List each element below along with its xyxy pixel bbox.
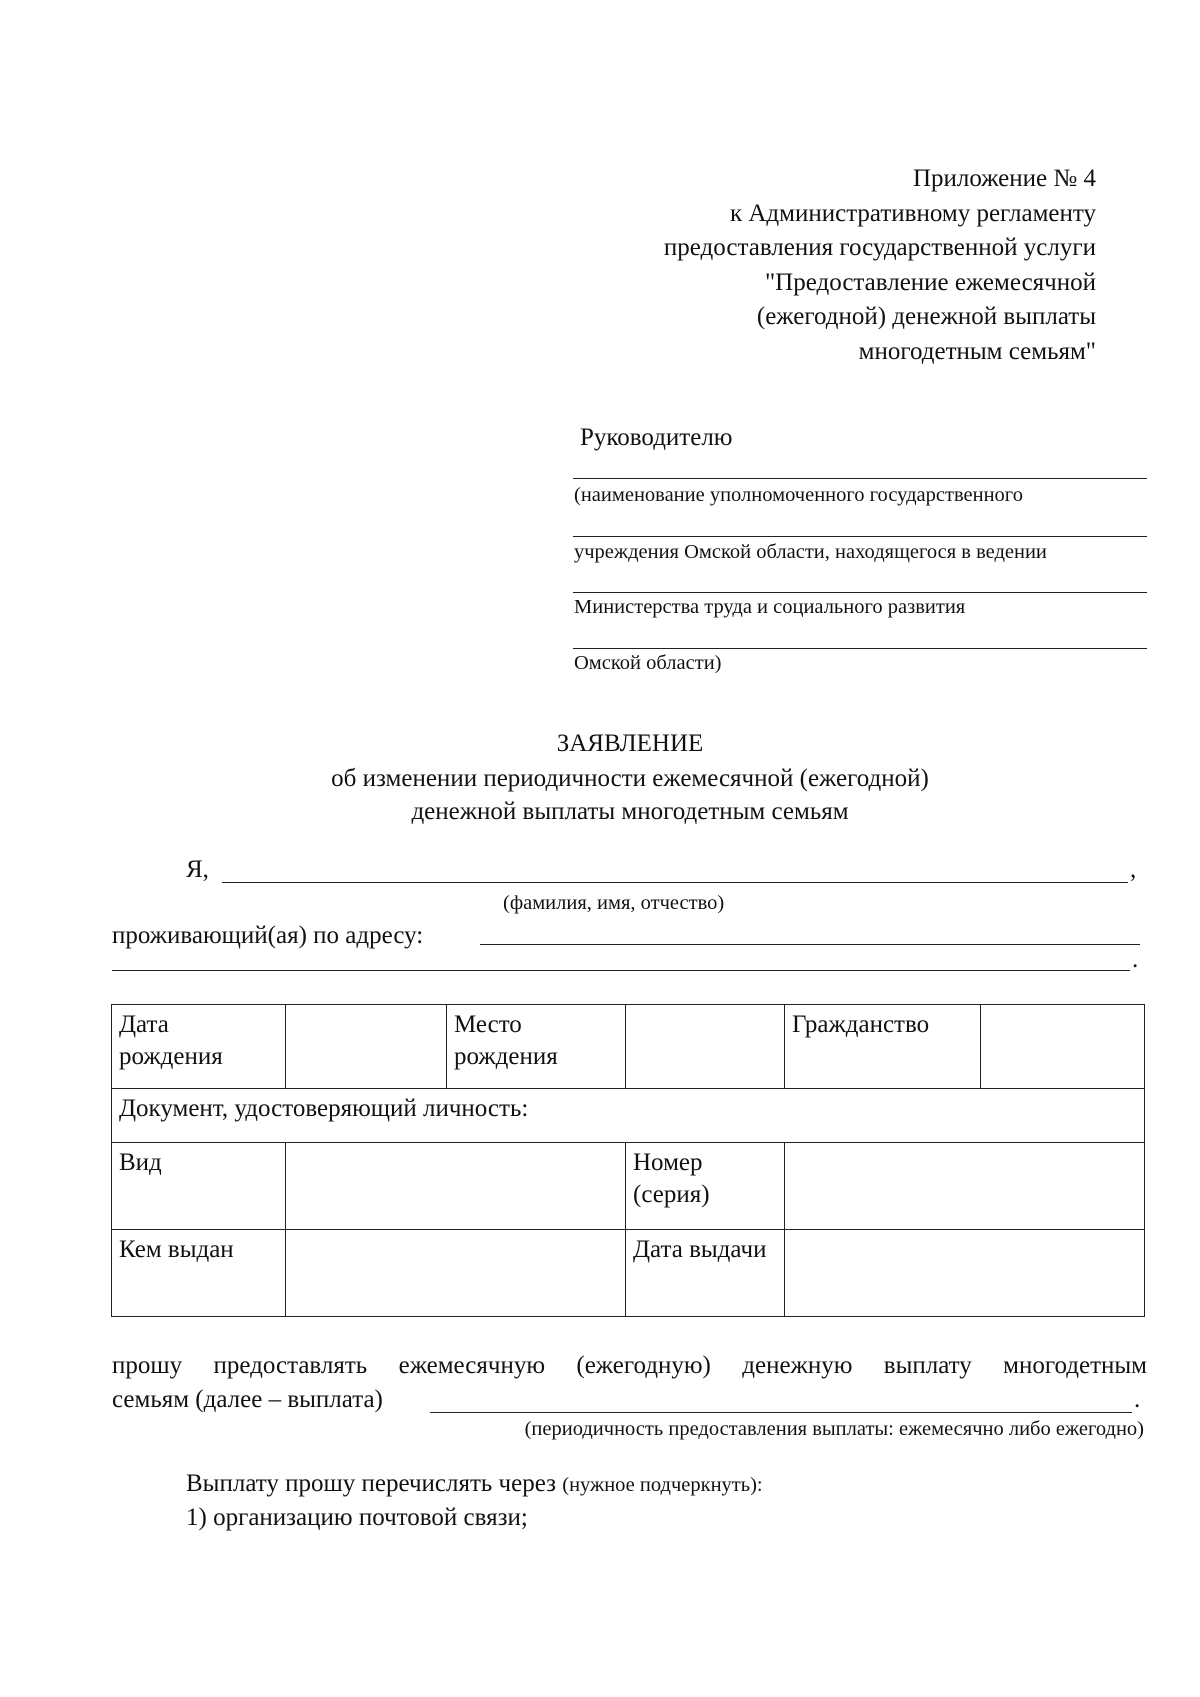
payment-method-label [186, 1470, 763, 1498]
request-text-2: семьям (далее – выплата) [112, 1386, 383, 1413]
applicant-prefix: Я, [186, 856, 209, 883]
issue-date-field[interactable] [785, 1230, 1145, 1317]
doc-number-field[interactable] [785, 1143, 1145, 1230]
addressee-caption: Омской области) [574, 652, 722, 674]
fio-comma: , [1130, 856, 1137, 883]
birth-date-label: Дата рождения [112, 1005, 286, 1089]
address-label: проживающий(ая) по адресу: [112, 922, 424, 949]
request-text: прошу предоставлять ежемесячную (ежегодную) денежную выплату многодетным [112, 1352, 1147, 1379]
addressee-input-line[interactable] [573, 536, 1147, 537]
payment-method-text: Выплату прошу перечислять через [186, 1470, 556, 1497]
address-input-line-2[interactable] [112, 970, 1130, 971]
addressee-input-line[interactable] [573, 648, 1147, 649]
addressee-label: Руководителю [580, 424, 733, 451]
document-title: ЗАЯВЛЕНИЕ [556, 730, 704, 757]
appendix-line: (ежегодной) денежной выплаты [756, 303, 1096, 330]
document-subtitle: об изменении периодичности ежемесячной (ежегодной) [331, 765, 929, 792]
issued-by-label: Кем выдан [112, 1230, 286, 1317]
document-subtitle: денежной выплаты многодетным семьям [411, 798, 849, 825]
appendix-header [496, 162, 1096, 369]
addressee-input-line[interactable] [573, 478, 1147, 479]
appendix-line: предоставления государственной услуги [663, 234, 1096, 261]
payment-option-post[interactable]: 1) организацию почтовой связи; [186, 1504, 528, 1531]
doc-kind-label: Вид [112, 1143, 286, 1230]
addressee-caption: (наименование уполномоченного государственного [574, 484, 1023, 506]
address-input-line[interactable] [480, 944, 1140, 945]
payment-method-hint: (нужное подчеркнуть): [562, 1474, 763, 1496]
appendix-line: многодетным семьям" [858, 337, 1096, 365]
addressee-caption: учреждения Омской области, находящегося в ведении [574, 541, 1047, 563]
addressee-caption: Министерства труда и социального развития [574, 596, 966, 618]
doc-kind-field[interactable] [286, 1143, 626, 1230]
birth-place-field[interactable] [626, 1005, 785, 1089]
citizenship-label: Гражданство [785, 1005, 981, 1089]
birth-place-label: Место рождения [447, 1005, 626, 1089]
address-end: . [1132, 946, 1139, 973]
personal-data-table [111, 1004, 1145, 1317]
fio-caption: (фамилия, имя, отчество) [503, 892, 725, 914]
fio-input-line[interactable] [222, 882, 1128, 883]
appendix-line: "Предоставление ежемесячной [764, 268, 1096, 296]
issued-by-field[interactable] [286, 1230, 626, 1317]
id-document-heading: Документ, удостоверяющий личность: [112, 1089, 1145, 1143]
issue-date-label: Дата выдачи [626, 1230, 785, 1317]
birth-date-field[interactable] [286, 1005, 447, 1089]
periodicity-input-line[interactable] [430, 1412, 1132, 1413]
citizenship-field[interactable] [981, 1005, 1145, 1089]
doc-number-label: Номер (серия) [626, 1143, 785, 1230]
appendix-line: Приложение № 4 [912, 165, 1096, 192]
request-end: . [1134, 1386, 1141, 1413]
addressee-input-line[interactable] [573, 592, 1147, 593]
appendix-line: к Административному регламенту [729, 199, 1096, 227]
periodicity-caption: (периодичность предоставления выплаты: ежемесячно либо ежегодно) [524, 1418, 1144, 1440]
